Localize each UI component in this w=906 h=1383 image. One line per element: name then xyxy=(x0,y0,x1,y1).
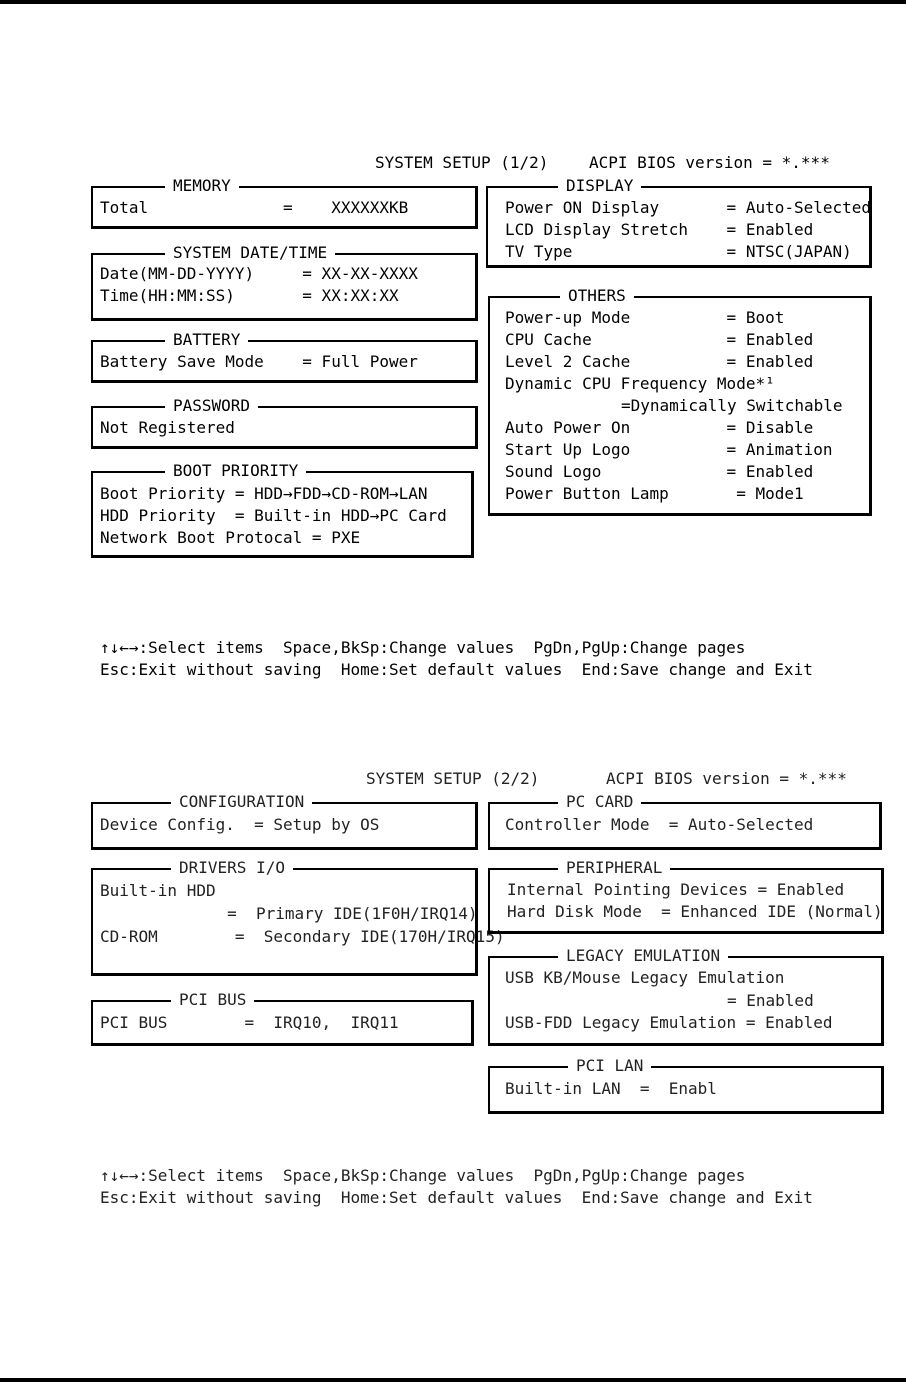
pci-bus-irq[interactable]: PCI BUS = IRQ10, IRQ11 xyxy=(100,1013,399,1032)
builtin-hdd-label[interactable]: Built-in HDD xyxy=(100,881,216,900)
pci-lan-title: PCI LAN xyxy=(568,1055,651,1077)
peripheral-panel xyxy=(488,858,884,934)
auto-power-on[interactable]: Auto Power On = Disable xyxy=(505,418,814,437)
peripheral-title: PERIPHERAL xyxy=(558,857,670,879)
pc-card-panel xyxy=(488,792,882,850)
lcd-stretch[interactable]: LCD Display Stretch = Enabled xyxy=(505,220,814,239)
configuration-panel xyxy=(91,792,478,850)
top-rule xyxy=(0,0,906,4)
configuration-title: CONFIGURATION xyxy=(171,791,312,813)
date-field[interactable]: Date(MM-DD-YYYY) = XX-XX-XXXX xyxy=(100,264,418,283)
boot-priority-title: BOOT PRIORITY xyxy=(165,460,306,482)
cd-rom-value[interactable]: CD-ROM = Secondary IDE(170H/IRQ15) xyxy=(100,927,505,946)
controller-mode[interactable]: Controller Mode = Auto-Selected xyxy=(505,815,814,834)
display-title: DISPLAY xyxy=(558,175,641,197)
password-panel xyxy=(91,396,478,449)
builtin-hdd-value[interactable]: = Primary IDE(1F0H/IRQ14) xyxy=(150,904,478,923)
password-title: PASSWORD xyxy=(165,395,258,417)
start-up-logo[interactable]: Start Up Logo = Animation xyxy=(505,440,833,459)
datetime-title: SYSTEM DATE/TIME xyxy=(165,242,335,264)
password-value[interactable]: Not Registered xyxy=(100,418,235,437)
pci-lan-panel xyxy=(488,1056,884,1114)
usb-fdd-legacy[interactable]: USB-FDD Legacy Emulation = Enabled xyxy=(505,1013,833,1032)
pc-card-title: PC CARD xyxy=(558,791,641,813)
others-panel xyxy=(488,286,872,516)
power-on-display[interactable]: Power ON Display = Auto-Selected xyxy=(505,198,872,217)
boot-priority-line[interactable]: Boot Priority = HDD→FDD→CD-ROM→LAN xyxy=(100,484,428,503)
cpu-cache[interactable]: CPU Cache = Enabled xyxy=(505,330,814,349)
pci-bus-title: PCI BUS xyxy=(171,989,254,1011)
hdd-priority-line[interactable]: HDD Priority = Built-in HDD→PC Card xyxy=(100,506,447,525)
tv-type[interactable]: TV Type = NTSC(JAPAN) xyxy=(505,242,852,261)
legacy-emulation-title: LEGACY EMULATION xyxy=(558,945,728,967)
datetime-panel xyxy=(91,243,478,321)
battery-mode[interactable]: Battery Save Mode = Full Power xyxy=(100,352,418,371)
drivers-panel xyxy=(91,858,505,976)
setup-title-2: SYSTEM SETUP (2/2) xyxy=(366,769,540,788)
time-field[interactable]: Time(HH:MM:SS) = XX:XX:XX xyxy=(100,286,399,305)
help-line-2: Esc:Exit without saving Home:Set default values End:Save change and Exit xyxy=(100,660,813,679)
battery-title: BATTERY xyxy=(165,329,248,351)
usb-kb-mouse-label[interactable]: USB KB/Mouse Legacy Emulation xyxy=(505,968,785,987)
memory-total[interactable]: Total = XXXXXXKB xyxy=(100,198,409,217)
battery-panel xyxy=(91,330,478,383)
pci-bus-panel xyxy=(91,990,474,1046)
power-up-mode[interactable]: Power-up Mode = Boot xyxy=(505,308,785,327)
dynamic-cpu-value[interactable]: =Dynamically Switchable xyxy=(621,396,843,415)
bottom-rule xyxy=(0,1378,906,1382)
sound-logo[interactable]: Sound Logo = Enabled xyxy=(505,462,814,481)
setup-title: SYSTEM SETUP (1/2) xyxy=(375,153,549,172)
boot-priority-panel xyxy=(91,461,474,558)
memory-panel xyxy=(91,176,478,229)
hard-disk-mode[interactable]: Hard Disk Mode = Enhanced IDE (Normal) xyxy=(507,902,883,921)
legacy-emulation-panel xyxy=(488,946,884,1046)
memory-title: MEMORY xyxy=(165,175,239,197)
device-config[interactable]: Device Config. = Setup by OS xyxy=(100,815,380,834)
help-line-1: ↑↓←→:Select items Space,BkSp:Change values PgDn,PgUp:Change pages xyxy=(100,638,746,657)
usb-kb-mouse-value[interactable]: = Enabled xyxy=(727,991,814,1010)
power-button-lamp[interactable]: Power Button Lamp = Mode1 xyxy=(505,484,804,503)
help-line-4: Esc:Exit without saving Home:Set default values End:Save change and Exit xyxy=(100,1188,813,1207)
builtin-lan[interactable]: Built-in LAN = Enabl xyxy=(505,1079,717,1098)
network-boot-line[interactable]: Network Boot Protocal = PXE xyxy=(100,528,361,547)
drivers-title: DRIVERS I/O xyxy=(171,857,293,879)
help-line-3: ↑↓←→:Select items Space,BkSp:Change values PgDn,PgUp:Change pages xyxy=(100,1166,746,1185)
level2-cache[interactable]: Level 2 Cache = Enabled xyxy=(505,352,814,371)
pointing-devices[interactable]: Internal Pointing Devices = Enabled xyxy=(507,880,845,899)
display-panel xyxy=(486,176,872,268)
bios-version-2: ACPI BIOS version = *.*** xyxy=(606,769,847,788)
dynamic-cpu-label[interactable]: Dynamic CPU Frequency Mode*¹ xyxy=(505,374,775,393)
others-title: OTHERS xyxy=(560,285,634,307)
bios-version: ACPI BIOS version = *.*** xyxy=(589,153,830,172)
